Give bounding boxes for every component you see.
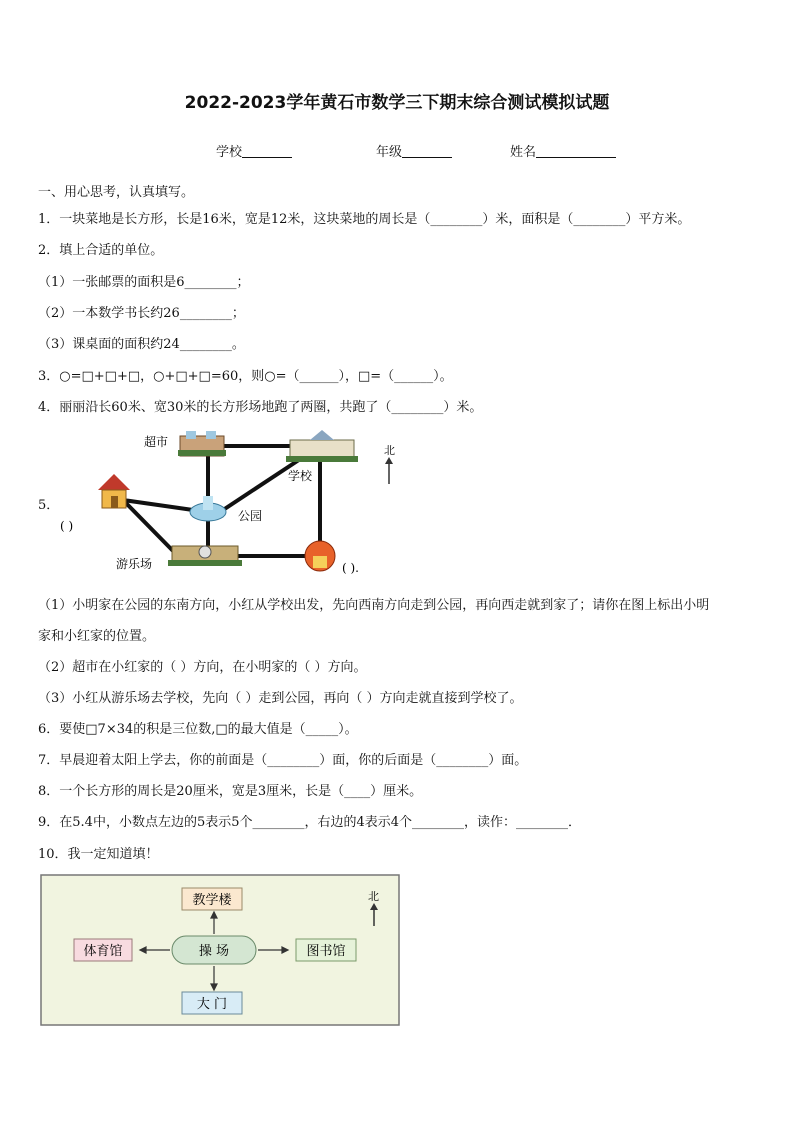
question-4: 4．丽丽沿长60米、宽30米的长方形场地跑了两圈，共跑了（________）米。 xyxy=(38,400,483,415)
gate-box xyxy=(182,992,242,1014)
amusement-label: 游乐场 xyxy=(116,557,153,571)
question-5-1a: （1）小明家在公园的东南方向，小红从学校出发，先向西南方向走到公园，再向西走就到家了；请你在图上标出小明 xyxy=(38,598,710,613)
teaching-building-box xyxy=(182,888,242,910)
question-10: 10．我一定知道填！ xyxy=(38,847,159,862)
orange-house-icon xyxy=(305,541,335,571)
gym-box xyxy=(74,939,132,961)
question-7: 7．早晨迎着太阳上学去，你的前面是（________）面，你的后面是（________）面。 xyxy=(38,753,528,768)
map-roads xyxy=(123,446,320,556)
question-5-number: 5． xyxy=(38,498,60,513)
supermarket-building-icon xyxy=(178,431,226,456)
question-1: 1．一块菜地是长方形，长是16米，宽是12米，这块菜地的周长是（________）米，面积是（________）平方米。 xyxy=(38,212,691,227)
section-heading: 一、用心思考，认真填写。 xyxy=(38,185,195,200)
question-2-2: （2）一本数学书长约26________； xyxy=(38,306,245,321)
grade-blank xyxy=(402,144,452,158)
supermarket-label: 超市 xyxy=(144,435,169,449)
question-6: 6．要使□7×34的积是三位数,□的最大值是（_____）。 xyxy=(38,722,358,737)
amusement-park-icon xyxy=(168,546,242,566)
question-2-3: （3）课桌面的面积约24________。 xyxy=(38,337,245,352)
page-title: 2022-2023学年黄石市数学三下期末综合测试模拟试题 xyxy=(184,93,610,113)
name-field xyxy=(510,141,616,160)
teaching-building-label: 教学楼 xyxy=(192,893,232,908)
gate-label: 大 门 xyxy=(196,997,228,1012)
school-building-icon xyxy=(286,430,358,462)
school-label: 学校 xyxy=(216,145,243,160)
name-label: 姓名 xyxy=(510,145,537,160)
campus-map xyxy=(40,874,400,1026)
school-field xyxy=(216,141,292,160)
north-arrow-icon xyxy=(385,457,393,484)
north-label: 北 xyxy=(384,444,395,457)
question-5-2: （2）超市在小红家的（ ）方向，在小明家的（ ）方向。 xyxy=(38,660,367,675)
grade-label: 年级 xyxy=(376,145,403,160)
playground-label: 操 场 xyxy=(198,944,230,959)
house-icon xyxy=(98,474,130,508)
map-paren-left: ( ) xyxy=(60,519,74,533)
campus-north-label: 北 xyxy=(368,890,379,903)
question-3: 3．○=□+□+□，○+□+□=60，则○=（______），□=（______）。 xyxy=(38,369,453,384)
library-label: 图书馆 xyxy=(306,944,346,959)
gym-label: 体育馆 xyxy=(83,944,123,959)
question-5-3: （3）小红从游乐场去学校，先向（ ）走到公园，再向（ ）方向走就直接到学校了。 xyxy=(38,691,523,706)
grade-field xyxy=(376,141,452,160)
library-box xyxy=(296,939,356,961)
playground-oval xyxy=(172,936,256,964)
map-paren-right: ( ). xyxy=(342,561,359,575)
question-5-1b: 家和小红家的位置。 xyxy=(38,629,156,644)
fountain-icon xyxy=(190,496,226,521)
question-8: 8．一个长方形的周长是20厘米，宽是3厘米，长是（____）厘米。 xyxy=(38,784,423,799)
school-label: 学校 xyxy=(288,469,313,483)
question-2-1: （1）一张邮票的面积是6________； xyxy=(38,275,250,290)
town-map xyxy=(58,428,408,584)
question-2: 2．填上合适的单位。 xyxy=(38,243,164,258)
school-blank xyxy=(242,144,292,158)
question-9: 9．在5.4中，小数点左边的5表示5个________，右边的4表示4个________，读作：________． xyxy=(38,815,582,830)
park-label: 公园 xyxy=(238,509,263,523)
name-blank xyxy=(536,144,616,158)
